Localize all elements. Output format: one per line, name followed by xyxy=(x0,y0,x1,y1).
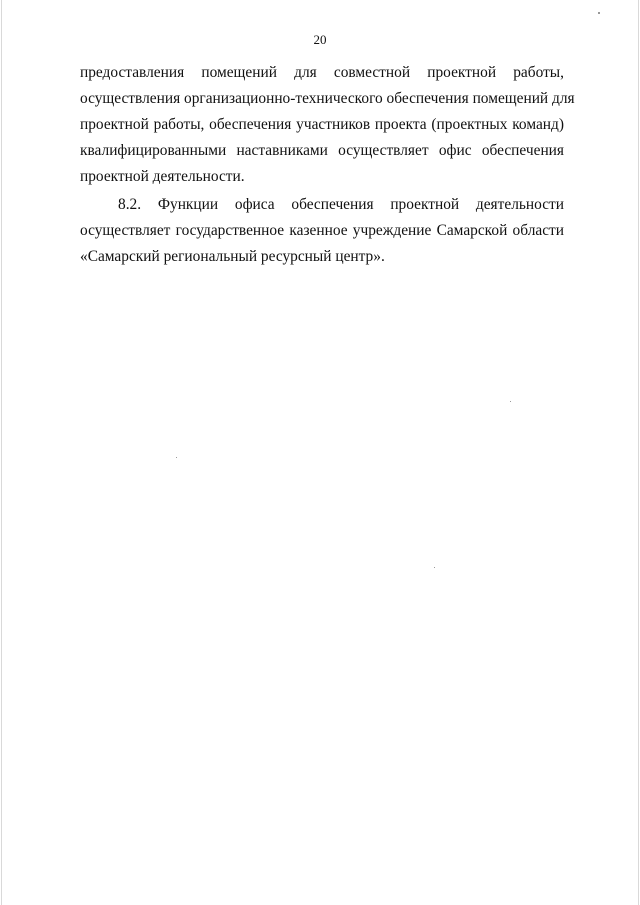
paragraph-1-line: предоставления помещений для совместной проектной работы, xyxy=(80,64,564,81)
paragraph-2-line: осуществляет государственное казенное учреждение Самарской области xyxy=(80,222,564,239)
paragraph-1-line: проектной деятельности. xyxy=(80,168,245,185)
paragraph-1-line: осуществления организационно-технического обеспечения помещений для xyxy=(80,90,575,107)
scan-speck xyxy=(510,401,511,402)
document-body xyxy=(80,60,575,270)
page-number: 20 xyxy=(313,32,327,47)
paragraph-1-line: проектной работы, обеспечения участников проекта (проектных команд) xyxy=(80,116,564,133)
scan-speck xyxy=(434,567,435,568)
paragraph-2-line: 8.2. Функции офиса обеспечения проектной деятельности xyxy=(118,196,564,213)
scan-speck xyxy=(598,12,600,14)
paragraph-1 xyxy=(80,60,575,190)
scan-right-edge xyxy=(638,0,639,905)
paragraph-2 xyxy=(80,192,564,270)
scan-left-edge xyxy=(1,0,2,905)
paragraph-2-line: «Самарский региональный ресурсный центр». xyxy=(80,248,385,265)
paragraph-1-line: квалифицированными наставниками осуществляет офис обеспечения xyxy=(80,142,564,159)
scan-speck xyxy=(176,457,177,458)
